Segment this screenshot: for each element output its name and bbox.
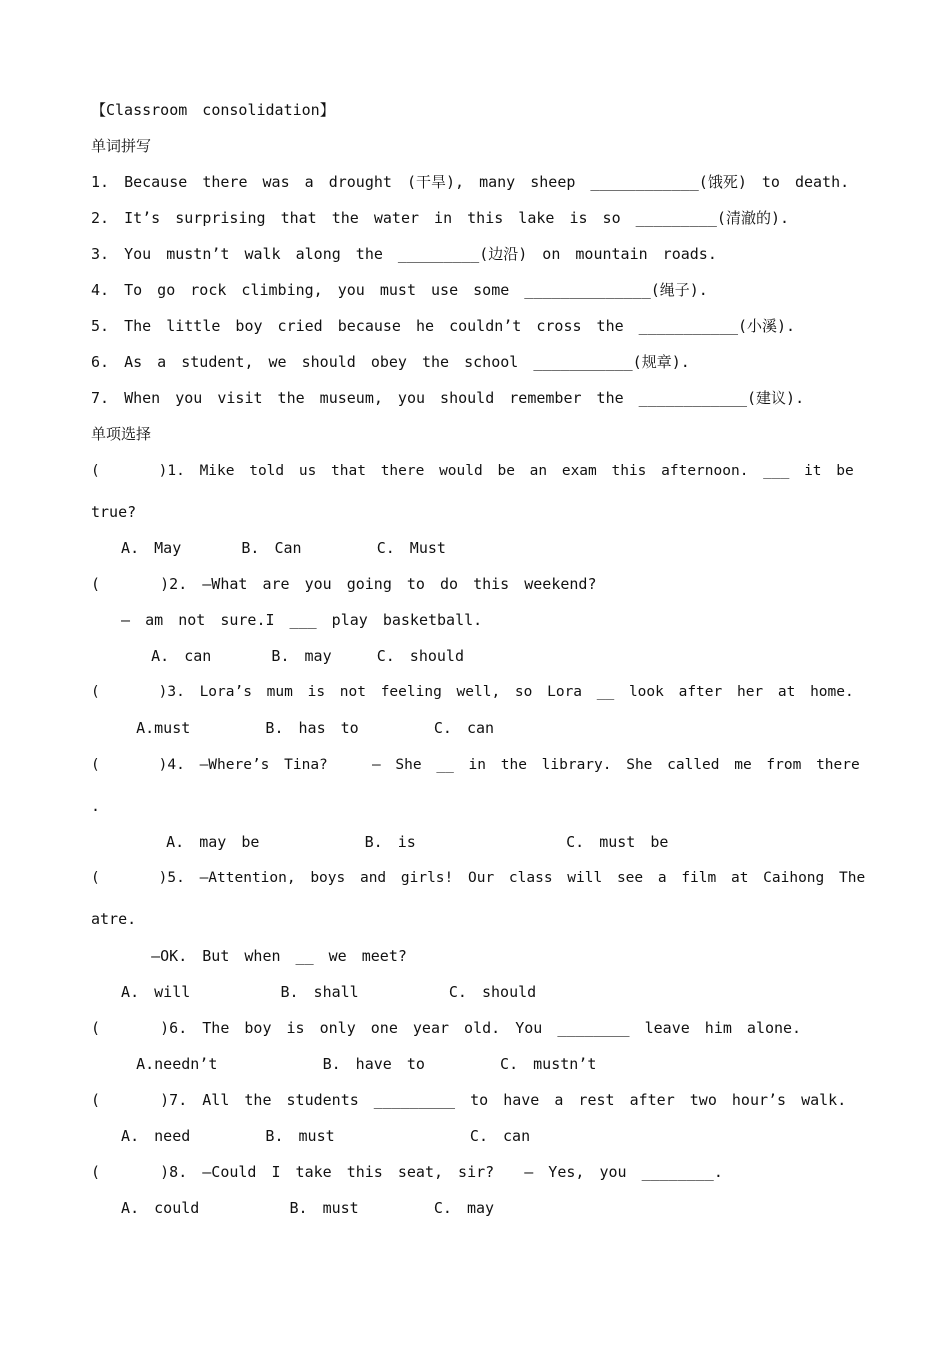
spelling-item: 1. Because there was a drought (干旱), many sheep ____________(饿死) to death. [91,173,850,191]
spelling-item: 3. You mustn’t walk along the _________(边沿) on mountain roads. [91,245,717,263]
options-line: A. can B. may C. should [91,647,464,665]
spelling-item: 7. When you visit the museum, you should remember the ____________(建议). [91,389,805,407]
options-line: A. may be B. is C. must be [91,833,669,851]
options-line: A. will B. shall C. should [91,983,537,1001]
question-line: — am not sure.I ___ play basketball. [91,611,483,629]
spelling-item: 2. It’s surprising that the water in this lake is so _________(清澈的). [91,209,789,227]
question-line: ( )5. —Attention, boys and girls! Our class will see a film at Caihong The [91,870,866,886]
question-line: atre. [91,910,137,928]
spelling-item: 4. To go rock climbing, you must use some ______________(绳子). [91,281,708,299]
options-line: A.needn’t B. have to C. mustn’t [91,1055,597,1073]
options-line: A. May B. Can C. Must [91,539,446,557]
part1-heading: 单词拼写 [91,137,152,155]
question-line: —OK. But when __ we meet? [91,947,407,965]
question-line: ( )3. Lora’s mum is not feeling well, so Lora __ look after her at home. [91,684,854,700]
question-line: true? [91,503,137,521]
question-line: . [91,797,101,815]
spelling-item: 5. The little boy cried because he couldn’t cross the ___________(小溪). [91,317,796,335]
question-line: ( )7. All the students _________ to have a rest after two hour’s walk. [91,1091,847,1109]
part2-heading: 单项选择 [91,425,152,443]
question-line: ( )2. —What are you going to do this weekend? [91,575,597,593]
question-line: ( )4. —Where’s Tina? — She __ in the library. She called me from there [91,757,860,773]
options-line: A. need B. must C. can [91,1127,531,1145]
question-line: ( )1. Mike told us that there would be an exam this afternoon. ___ it be [91,463,854,479]
spelling-item: 6. As a student, we should obey the school ___________(规章). [91,353,690,371]
options-line: A.must B. has to C. can [91,719,495,737]
section-title: 【Classroom consolidation】 [91,101,335,119]
question-line: ( )6. The boy is only one year old. You ________ leave him alone. [91,1019,802,1037]
options-line: A. could B. must C. may [91,1199,495,1217]
question-line: ( )8. —Could I take this seat, sir? — Yes, you ________. [91,1163,723,1181]
